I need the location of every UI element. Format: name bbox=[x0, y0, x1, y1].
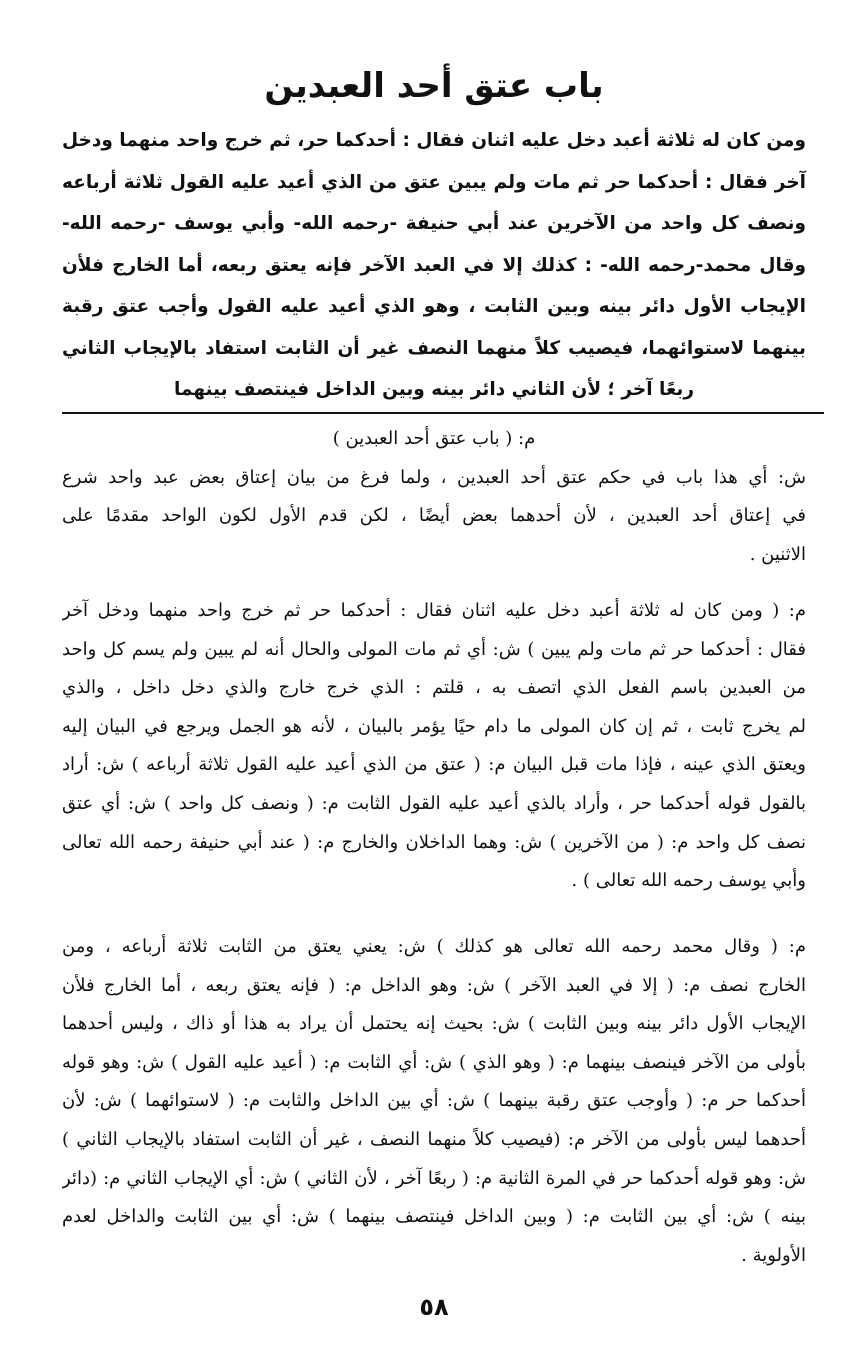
page-number: ٥٨ bbox=[419, 1293, 449, 1321]
commentary-line: ش: أي هذا باب في حكم عتق أحد العبدين ، ولما فرغ من بيان إعتاق بعض عبد واحد شرع bbox=[62, 466, 806, 488]
commentary-line: الخارج نصف م: ( إلا في العبد الآخر ) ش: وهو الداخل م: ( فإنه يعتق ربعه ، أما الخارج فلأن bbox=[62, 974, 806, 996]
commentary-line: بالقول قوله أحدكما حر ، وأراد بالذي أعيد عليه القول الثابت م: ( ونصف كل واحد ) ش: أي عتق bbox=[62, 792, 806, 814]
commentary-line: في إعتاق أحد العبدين ، لأن أحدهما بعض أيضًا ، لكن قدم الأول لكون الواحد مقدمًا على bbox=[62, 505, 806, 527]
commentary-line: فقال : أحدكما حر ثم مات ولم يبين ) ش: أي ثم مات المولى والحال أنه لم يبين ولم يسم كل واحد bbox=[62, 638, 806, 660]
commentary-line: أحدكما حر م: ( وأوجب عتق رقبة بينهما ) ش: أي بين الداخل والثابت م: ( لاستوائهما ) ش: لأن bbox=[62, 1090, 806, 1112]
commentary-line: نصف كل واحد م: ( من الآخرين ) ش: وهما الداخلان والخارج م: ( عند أبي حنيفة رحمه الله تعالى bbox=[62, 831, 806, 853]
commentary-line: الاثنين . bbox=[749, 543, 806, 565]
matn-text: ومن كان له ثلاثة أعبد دخل عليه اثنان فقال : أحدكما حر، ثم خرج واحد منهما ودخل آخر فقال : أحدكما حر ثم مات ولم يبين عتق من الذي أعيد عليه القول ثلاثة أرباعه ونصف كل واحد من الآخرين عند أبي حنيفة -رحمه الله- وأبي يوسف -رحمه الله- وقال محمد-رحمه الله- : كذلك إلا في العبد الآخر فإنه يعتق ربعه، أما الخارج فلأن الإيجاب الأول دائر بينه وبين الثابت ، وهو الذي أعيد عليه القول وأجب عتق رقبة بينهما لاستوائهما، فيصيب كلاً منهما النصف غير أن الثابت استفاد بالإيجاب الثاني ربعًا آخر ؛ لأن الثاني دائر بينه وبين الداخل فينتصف بينهما bbox=[62, 130, 806, 400]
commentary-line: بينه ) ش: أي بين الثابت م: ( وبين الداخل فينتصف بينهما ) ش: أي بين الثابت والداخل لعدم bbox=[62, 1206, 806, 1228]
commentary-paragraph-3 bbox=[62, 928, 806, 1275]
commentary-heading: م: ( باب عتق أحد العبدين ) bbox=[332, 428, 536, 449]
chapter-title: باب عتق أحد العبدين bbox=[264, 66, 604, 106]
section-divider bbox=[62, 412, 824, 414]
commentary-paragraph-1 bbox=[62, 420, 806, 574]
commentary-line: أحدهما ليس بأولى من الآخر م: (فيصيب كلاً منهما النصف ، غير أن الثابت استفاد بالإيجاب الثاني ) bbox=[62, 1128, 806, 1150]
commentary-line: وأبي يوسف رحمه الله تعالى ) . bbox=[571, 870, 806, 892]
commentary-line: م: ( ومن كان له ثلاثة أعبد دخل عليه اثنان فقال : أحدكما حر ثم خرج واحد منهما ودخل آخر bbox=[62, 600, 806, 621]
commentary-paragraph-2 bbox=[62, 592, 806, 901]
commentary-line: ويعتق الذي عينه ، فإذا مات قبل البيان م: ( عتق من الذي أعيد عليه القول ثلاثة أرباعه ) ش: أراد bbox=[62, 754, 806, 776]
commentary-line: الأولوية . bbox=[741, 1244, 806, 1266]
commentary-line: لم يخرج ثابت ، ثم إن كان المولى ما دام حيًا يؤمر بالبيان ، لأنه هو الجمل ويرجع في البيان إليه bbox=[62, 715, 806, 737]
commentary-line: م: ( وقال محمد رحمه الله تعالى هو كذلك ) ش: يعني يعتق من الثابت ثلاثة أرباعه ، ومن bbox=[62, 936, 806, 957]
commentary-line: ش: وهو قوله أحدكما حر في المرة الثانية م: ( ربعًا آخر ، لأن الثاني ) ش: أي الإيجاب الثاني م: (دائر bbox=[62, 1167, 806, 1189]
commentary-line: بأولى من الآخر فينصف بينهما م: ( وهو الذي ) ش: أي الثابت م: ( أعيد عليه القول ) ش: وهو قوله bbox=[62, 1051, 806, 1073]
commentary-line: الإيجاب الأول دائر بينه وبين الثابت ) ش: بحيث إنه يحتمل أن يراد به هذا أو ذاك ، وليس أحدهما bbox=[62, 1013, 806, 1035]
commentary-line: من العبدين باسم الفعل الذي اتصف به ، قلتم : الذي خرج خارج والذي دخل داخل ، والذي bbox=[62, 677, 806, 699]
